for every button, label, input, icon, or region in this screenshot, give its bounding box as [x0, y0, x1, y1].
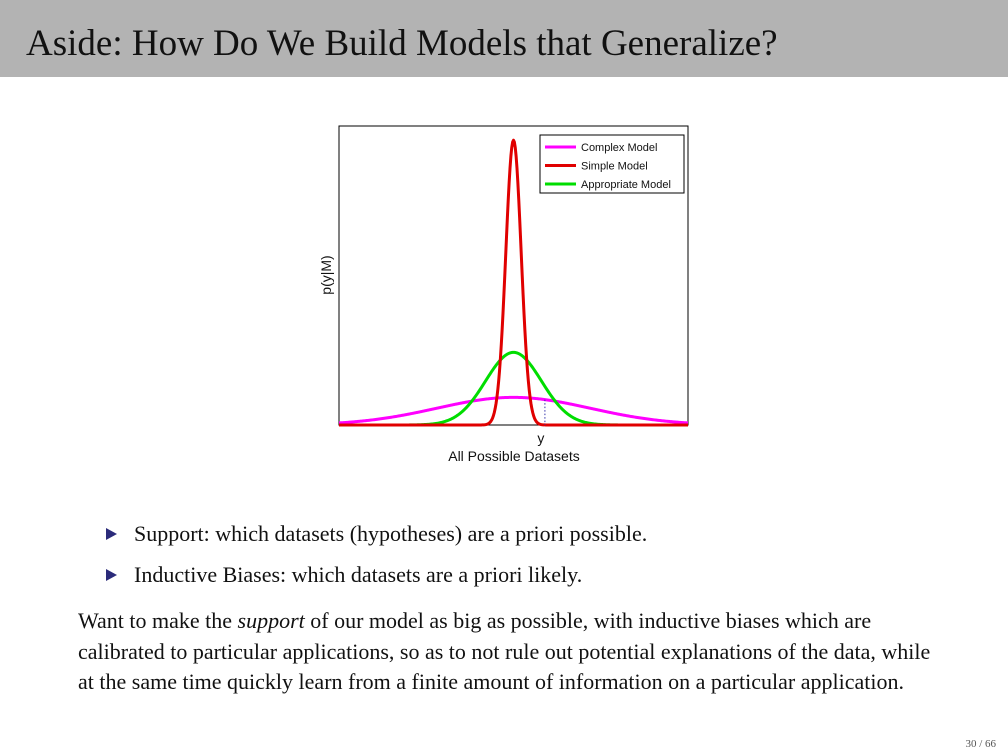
series-line-complex-model	[339, 397, 688, 423]
chart-svg	[300, 118, 700, 478]
slide-title: Aside: How Do We Build Models that Generalize?	[26, 23, 778, 64]
bullet-text: Support: which datasets (hypotheses) are a priori possible.	[134, 521, 648, 546]
bullet-item-support	[106, 518, 966, 559]
title-bar	[0, 0, 1008, 77]
model-evidence-chart	[300, 118, 700, 478]
page-number: 30 / 66	[965, 738, 996, 750]
body-paragraph	[78, 606, 948, 698]
legend-label: Complex Model	[581, 142, 658, 154]
triangle-bullet-icon	[106, 528, 117, 540]
legend-label: Simple Model	[581, 160, 648, 173]
x-axis-label: All Possible Datasets	[448, 448, 580, 464]
legend	[540, 135, 684, 193]
legend-label: Appropriate Model	[581, 179, 671, 191]
bullet-text: Inductive Biases: which datasets are a priori likely.	[134, 562, 583, 587]
paragraph-text-after: of our model as big as possible, with inductive biases which are calibrated to particular applications, so as to not rule out potential explanations of the data, while at the same time quickly learn from a finite amount of information on a particular application.	[78, 608, 931, 694]
series-line-appropriate-model	[339, 352, 688, 425]
paragraph-emphasis: support	[237, 608, 305, 633]
x-annotation-label: y	[537, 430, 545, 446]
y-axis-label: p(y|M)	[318, 255, 334, 295]
paragraph-text-before: Want to make the	[78, 608, 238, 633]
triangle-bullet-icon	[106, 569, 117, 581]
bullet-item-inductive-biases	[106, 559, 966, 600]
bullet-list	[106, 518, 966, 600]
